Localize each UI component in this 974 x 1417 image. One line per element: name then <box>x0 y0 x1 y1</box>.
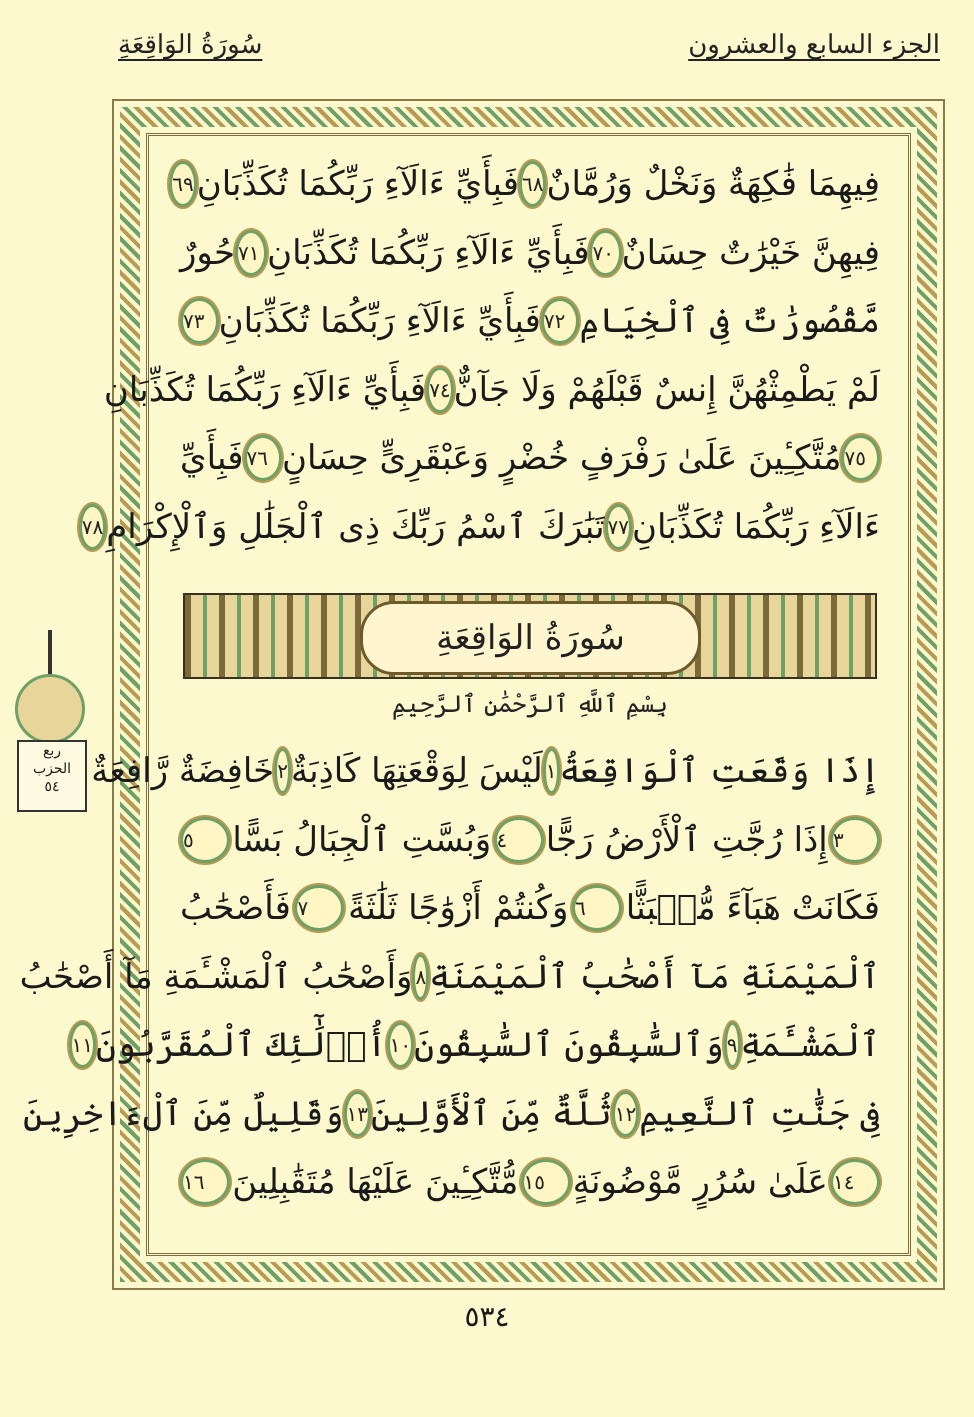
verse-text: لَمْ يَطْمِثْهُنَّ إِنسٌ قَبْلَهُمْ وَلَا جَآنٌّ <box>453 369 880 410</box>
ayah-marker: ٧٢ <box>541 298 580 344</box>
verse-line <box>81 493 880 562</box>
verse-text: فَكَانَتْ هَبَآءً مُّنۢبَثًّا <box>625 888 880 928</box>
verse-text: فَبِأَيِّ ءَالَآءِ رَبِّكُمَا تُكَذِّبَانِ <box>267 232 590 273</box>
verse-line <box>180 287 880 356</box>
ayah-marker: ١١ <box>69 1022 96 1068</box>
hizb-quarter-marker <box>10 630 90 820</box>
ayah-marker: ١٦ <box>180 1159 230 1205</box>
ayah-marker: ٧٥ <box>841 435 880 481</box>
verse-text: وَٱلسَّٰبِقُونَ ٱلسَّٰبِقُونَ <box>414 1025 724 1065</box>
verse-text: فَبِأَيِّ ءَالَآءِ رَبِّكُمَا تُكَذِّبَانِ <box>103 369 427 410</box>
ayah-marker: ٧٣ <box>180 298 219 344</box>
verse-line <box>103 356 880 425</box>
verse-text: إِذَا وَقَعَتِ ٱلْوَاقِعَةُ <box>559 751 880 791</box>
verse-text: عَلَىٰ سُرُرٍ مَّوْضُونَةٍ <box>572 1162 828 1202</box>
hizb-label-box <box>17 740 87 812</box>
verse-line <box>71 1011 880 1080</box>
juz-name-header: الجزء السابع والعشرون <box>688 30 940 60</box>
verse-text: ٱلْمَشْـَٔمَةِ <box>740 1025 880 1065</box>
ayah-marker: ١ <box>543 748 560 794</box>
hizb-ornament-icon <box>15 674 85 744</box>
verse-line <box>19 943 880 1012</box>
ayah-marker: ٦ <box>572 885 622 931</box>
surah-name-header: سُورَةُ الوَاقِعَةِ <box>118 30 263 60</box>
ayah-marker: ٨ <box>412 954 429 1000</box>
page-number: ٥٣٤ <box>464 1300 510 1333</box>
ayah-marker: ٤ <box>494 817 544 863</box>
verse-text: لَيْسَ لِوَقْعَتِهَا كَاذِبَةٌ <box>290 751 543 791</box>
verse-text: ءَالَآءِ رَبِّكُمَا تُكَذِّبَانِ <box>632 506 880 547</box>
verse-text: ٱلْمَيْمَنَةِ مَآ أَصْحَٰبُ ٱلْمَيْمَنَةِ <box>429 956 880 997</box>
verse-text: فَبِأَيِّ ءَالَآءِ رَبِّكُمَا تُكَذِّبَانِ <box>196 164 519 204</box>
verse-line <box>180 219 880 288</box>
verse-text: تَبَٰرَكَ ٱسْمُ رَبِّكَ ذِى ٱلْجَلَٰلِ وَٱلْإِكْرَامِ <box>106 506 605 547</box>
verse-text: وَقَلِيلٌ مِّنَ ٱلْءَاخِرِينَ <box>23 1093 344 1134</box>
verse-line <box>23 1080 880 1149</box>
ayah-marker: ٢ <box>274 748 291 794</box>
verse-text: وَكُنتُمْ أَزْوَٰجًا ثَلَٰثَةً <box>348 888 569 928</box>
ayah-marker: ٣ <box>830 817 880 863</box>
ayah-marker: ٧١ <box>235 230 267 276</box>
ayah-marker: ٦٨ <box>519 161 546 207</box>
ayah-marker: ١٥ <box>521 1159 571 1205</box>
ayah-marker: ٩ <box>724 1022 741 1068</box>
surah-title: سُورَةُ الوَاقِعَةِ <box>360 601 701 675</box>
verse-line <box>180 1148 880 1217</box>
verse-text: أُو۟لَٰٓئِكَ ٱلْمُقَرَّبُونَ <box>95 1025 387 1065</box>
ayah-marker: ٧٦ <box>244 435 283 481</box>
verse-line <box>180 806 880 875</box>
ayah-marker: ٦٩ <box>169 161 196 207</box>
verse-text: فِيهِمَا فَٰكِهَةٌ وَنَخْلٌ وَرُمَّانٌ <box>546 164 880 204</box>
ayah-marker: ٧ <box>294 885 344 931</box>
ayah-marker: ٧٧ <box>605 504 632 550</box>
verse-text: ثُلَّةٌ مِّنَ ٱلْأَوَّلِينَ <box>370 1093 612 1134</box>
verse-text: فَأَصْحَٰبُ <box>180 888 291 928</box>
ayah-marker: ١٤ <box>830 1159 880 1205</box>
ayah-marker: ٧٨ <box>79 504 106 550</box>
verse-text: وَأَصْحَٰبُ ٱلْمَشْـَٔمَةِ مَآ أَصْحَٰبُ <box>19 956 413 997</box>
ayah-marker: ١٠ <box>387 1022 414 1068</box>
ayah-marker: ١٣ <box>344 1091 371 1137</box>
verse-text: فَبِأَيِّ <box>180 438 244 478</box>
ayah-marker: ٧٠ <box>589 230 621 276</box>
verse-text: مُتَّكِـِٔينَ عَلَىٰ رَفْرَفٍ خُضْرٍ وَعَبْقَرِىٍّ حِسَانٍ <box>282 438 842 478</box>
verse-line <box>180 874 880 943</box>
upper-verses <box>81 150 880 561</box>
verse-text: وَبُسَّتِ ٱلْجِبَالُ بَسًّا <box>232 819 492 860</box>
hizb-label-hizb: الحزب <box>32 761 72 777</box>
verse-text: خَافِضَةٌ رَّافِعَةٌ <box>91 751 275 791</box>
verse-text: فِى جَنَّٰتِ ٱلنَّعِيمِ <box>639 1093 880 1134</box>
verse-text: فِيهِنَّ خَيْرَٰتٌ حِسَانٌ <box>621 232 880 273</box>
verse-text: إِذَا رُجَّتِ ٱلْأَرْضُ رَجًّا <box>545 819 828 860</box>
hizb-finial-icon <box>48 630 52 674</box>
verse-line <box>172 150 880 219</box>
ayah-marker: ٥ <box>180 817 230 863</box>
verse-line <box>91 737 880 806</box>
ayah-marker: ٧٤ <box>426 367 453 413</box>
verse-text: حُورٌ <box>180 232 236 273</box>
basmala: بِسْمِ ٱللَّهِ ٱلرَّحْمَٰنِ ٱلرَّحِيمِ <box>391 690 668 718</box>
verse-text: مَّقْصُورَٰتٌ فِى ٱلْخِيَامِ <box>579 301 880 341</box>
hizb-label-quarter: ربع <box>42 743 62 759</box>
ayah-marker: ١٢ <box>612 1091 639 1137</box>
verse-line <box>180 424 880 493</box>
hizb-number: ٥٤ <box>44 779 60 795</box>
verse-text: فَبِأَيِّ ءَالَآءِ رَبِّكُمَا تُكَذِّبَانِ <box>218 301 541 341</box>
verse-text: مُّتَّكِـِٔينَ عَلَيْهَا مُتَقَٰبِلِينَ <box>232 1162 519 1202</box>
